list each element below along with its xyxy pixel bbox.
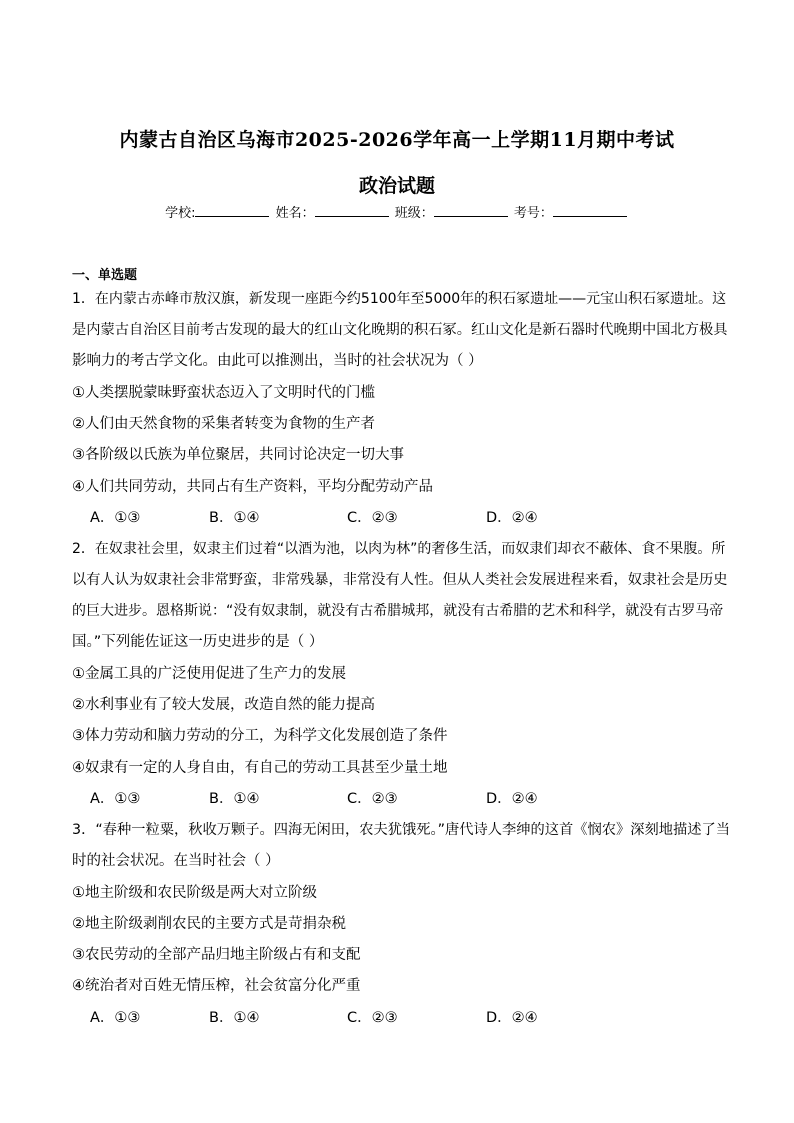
question-2-line: 的巨大进步。恩格斯说：“没有奴隶制，就没有古希腊城邦，就没有古希腊的艺术和科学，就没有古罗马帝 <box>72 603 724 619</box>
option-c[interactable]: C．②③ <box>347 1010 398 1026</box>
question-3-item: ①地主阶级和农民阶级是两大对立阶级 <box>72 885 317 901</box>
question-3-item: ②地主阶级剥削农民的主要方式是苛捐杂税 <box>72 916 346 932</box>
question-3-item: ④统治者对百姓无情压榨，社会贫富分化严重 <box>72 978 361 994</box>
option-a[interactable]: A．①③ <box>90 791 141 807</box>
option-c[interactable]: C．②③ <box>347 791 398 807</box>
question-1-line: 1．在内蒙古赤峰市敖汉旗，新发现一座距今约5100年至5000年的积石冢遗址——元宝山积石冢遗址。这 <box>72 291 727 307</box>
student-info-line <box>0 202 794 221</box>
exam-subtitle: 政治试题 <box>358 175 435 197</box>
school-blank <box>195 204 269 217</box>
question-3-item: ③农民劳动的全部产品归地主阶级占有和支配 <box>72 947 361 963</box>
name-blank <box>315 204 389 217</box>
class-blank <box>434 204 508 217</box>
class-label: 班级： <box>394 206 434 221</box>
question-2-item: ②水利事业有了较大发展，改造自然的能力提高 <box>72 697 375 713</box>
option-d[interactable]: D．②④ <box>486 1010 538 1026</box>
question-1-item: ①人类摆脱蒙昧野蛮状态迈入了文明时代的门槛 <box>72 385 375 401</box>
option-b[interactable]: B．①④ <box>209 791 260 807</box>
question-3-line: 时的社会状况。在当时社会（ ） <box>72 853 280 869</box>
question-3-line: 3．“春种一粒粟，秋收万颗子。四海无闲田，农夫犹饿死。”唐代诗人李绅的这首《悯农》深刻地描述了当 <box>72 822 730 838</box>
question-2-line: 以有人认为奴隶社会非常野蛮，非常残暴，非常没有人性。但从人类社会发展进程来看，奴隶社会是历史 <box>72 572 728 588</box>
option-a[interactable]: A．①③ <box>90 510 141 526</box>
option-b[interactable]: B．①④ <box>209 510 260 526</box>
question-1-line: 是内蒙古自治区目前考古发现的最大的红山文化晚期的积石冢。红山文化是新石器时代晚期中国北方极具 <box>72 322 728 338</box>
question-2-item: ③体力劳动和脑力劳动的分工，为科学文化发展创造了条件 <box>72 728 448 744</box>
question-1-item: ②人们由天然食物的采集者转变为食物的生产者 <box>72 416 375 432</box>
section-heading: 一、单选题 <box>72 268 138 283</box>
number-blank <box>553 204 627 217</box>
option-b[interactable]: B．①④ <box>209 1010 260 1026</box>
question-2-item: ④奴隶有一定的人身自由，有自己的劳动工具甚至少量土地 <box>72 760 448 776</box>
question-1-line: 影响力的考古学文化。由此可以推测出，当时的社会状况为（ ） <box>72 353 483 369</box>
exam-title: 内蒙古自治区乌海市2025-2026学年高一上学期11月期中考试 <box>119 129 675 151</box>
question-1-item: ④人们共同劳动，共同占有生产资料，平均分配劳动产品 <box>72 479 433 495</box>
question-2-line: 国。”下列能佐证这一历史进步的是（ ） <box>72 634 324 650</box>
name-label: 姓名： <box>275 206 315 221</box>
school-label: 学校: <box>165 206 196 221</box>
number-label: 考号： <box>513 206 553 221</box>
question-1-item: ③各阶级以氏族为单位聚居，共同讨论决定一切大事 <box>72 447 404 463</box>
option-d[interactable]: D．②④ <box>486 791 538 807</box>
option-d[interactable]: D．②④ <box>486 510 538 526</box>
option-c[interactable]: C．②③ <box>347 510 398 526</box>
option-a[interactable]: A．①③ <box>90 1010 141 1026</box>
question-2-item: ①金属工具的广泛使用促进了生产力的发展 <box>72 666 346 682</box>
question-2-line: 2．在奴隶社会里，奴隶主们过着“以酒为池，以肉为林”的奢侈生活，而奴隶们却衣不蔽体、食不果腹。所 <box>72 541 726 557</box>
